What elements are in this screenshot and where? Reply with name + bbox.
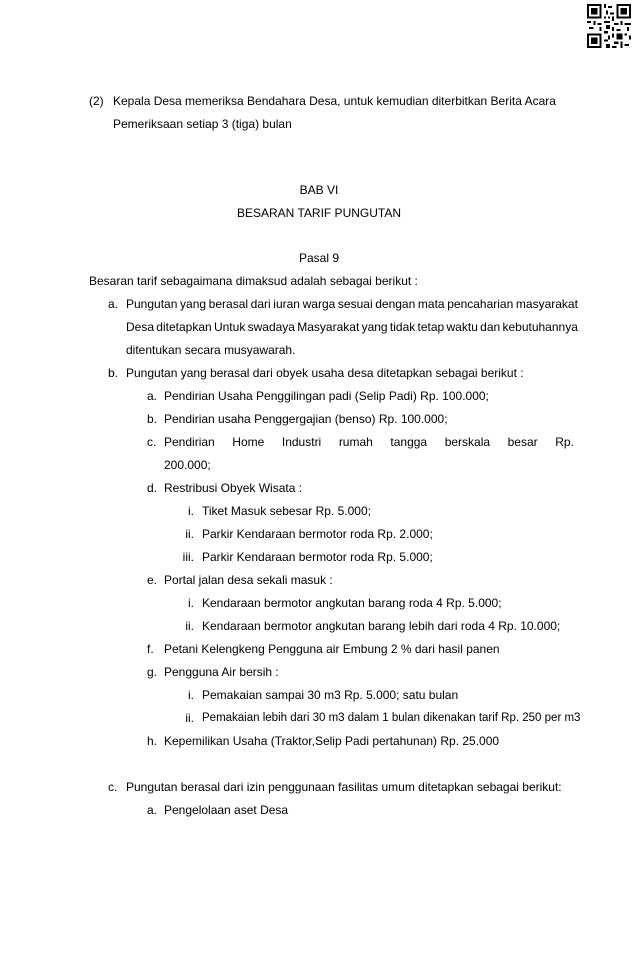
chapter-title: BESARAN TARIF PUNGUTAN bbox=[236, 206, 402, 220]
sub-list-item: Kepemilikan Usaha (Traktor,Selip Padi pertahunan) Rp. 25.000 bbox=[164, 734, 500, 748]
list-marker: c. bbox=[108, 780, 118, 794]
roman-marker: i. bbox=[188, 688, 194, 702]
lead-paragraph: Besaran tarif sebagaimana dimaksud adalah sebagai berikut : bbox=[89, 274, 418, 288]
sub-list-marker: a. bbox=[147, 803, 158, 817]
intro-text-line: Kepala Desa memeriksa Bendahara Desa, untuk kemudian diterbitkan Berita Acara bbox=[113, 94, 556, 108]
sub-list-item: Pendirian Usaha Penggilingan padi (Selip Padi) Rp. 100.000; bbox=[164, 389, 489, 403]
sub-list-marker: c. bbox=[147, 435, 157, 449]
roman-list-item: Pemakaian sampai 30 m3 Rp. 5.000; satu bulan bbox=[202, 688, 459, 702]
justified-line: Desa ditetapkan Untuk swadaya Masyarakat yang tidak tetap waktu dan kebutuhannya bbox=[126, 320, 578, 334]
justified-line: Pungutan yang berasal dari iuran warga sesuai dengan mata pencaharian masyarakat bbox=[126, 297, 578, 311]
roman-marker: i. bbox=[188, 596, 194, 610]
sub-list-item: 200.000; bbox=[164, 458, 211, 472]
roman-marker: i. bbox=[188, 504, 194, 518]
list-marker: a. bbox=[108, 297, 119, 311]
sub-list-marker: d. bbox=[147, 481, 158, 495]
roman-list-item: Kendaraan bermotor angkutan barang roda 4 Rp. 5.000; bbox=[202, 596, 502, 610]
sub-list-marker: b. bbox=[147, 412, 158, 426]
sub-list-marker: a. bbox=[147, 389, 158, 403]
chapter-heading: BAB VI bbox=[299, 183, 339, 197]
roman-list-item: Tiket Masuk sebesar Rp. 5.000; bbox=[202, 504, 371, 518]
roman-list-item: Pemakaian lebih dari 30 m3 dalam 1 bulan dikenakan tarif Rp. 250 per m3 bbox=[202, 712, 581, 724]
roman-list-item: Parkir Kendaraan bermotor roda Rp. 2.000; bbox=[202, 527, 433, 541]
roman-list-item: Kendaraan bermotor angkutan barang lebih dari roda 4 Rp. 10.000; bbox=[202, 619, 561, 633]
intro-text-line: Pemeriksaan setiap 3 (tiga) bulan bbox=[113, 117, 292, 131]
roman-marker: ii. bbox=[185, 711, 194, 725]
justified-line: Pendirian Home Industri rumah tangga berskala besar Rp. bbox=[164, 435, 574, 449]
sub-list-item: Pendirian usaha Penggergajian (benso) Rp. 100.000; bbox=[164, 412, 448, 426]
sub-list-item: Pengguna Air bersih : bbox=[164, 665, 279, 679]
roman-marker: ii. bbox=[185, 619, 194, 633]
list-item-text: Pungutan yang berasal dari obyek usaha desa ditetapkan sebagai berikut : bbox=[126, 366, 524, 380]
roman-marker: iii. bbox=[182, 550, 194, 564]
sub-list-marker: e. bbox=[147, 573, 158, 587]
sub-list-marker: h. bbox=[147, 734, 158, 748]
sub-list-item: Restribusi Obyek Wisata : bbox=[164, 481, 303, 495]
sub-list-item: Pengelolaan aset Desa bbox=[164, 803, 289, 817]
sub-list-marker: g. bbox=[147, 665, 158, 679]
qr-code-icon bbox=[587, 4, 631, 48]
list-marker: b. bbox=[108, 366, 119, 380]
roman-marker: ii. bbox=[185, 527, 194, 541]
list-item-text: Pungutan berasal dari izin penggunaan fasilitas umum ditetapkan sebagai berikut: bbox=[126, 780, 562, 794]
sub-list-item: Petani Kelengkeng Pengguna air Embung 2 % dari hasil panen bbox=[164, 642, 500, 656]
sub-list-item: Portal jalan desa sekali masuk : bbox=[164, 573, 333, 587]
list-item-text: ditentukan secara musyawarah. bbox=[126, 343, 296, 357]
sub-list-marker: f. bbox=[147, 642, 154, 656]
article-heading: Pasal 9 bbox=[298, 251, 340, 265]
roman-list-item: Parkir Kendaraan bermotor roda Rp. 5.000; bbox=[202, 550, 433, 564]
item-number: (2) bbox=[89, 94, 104, 108]
